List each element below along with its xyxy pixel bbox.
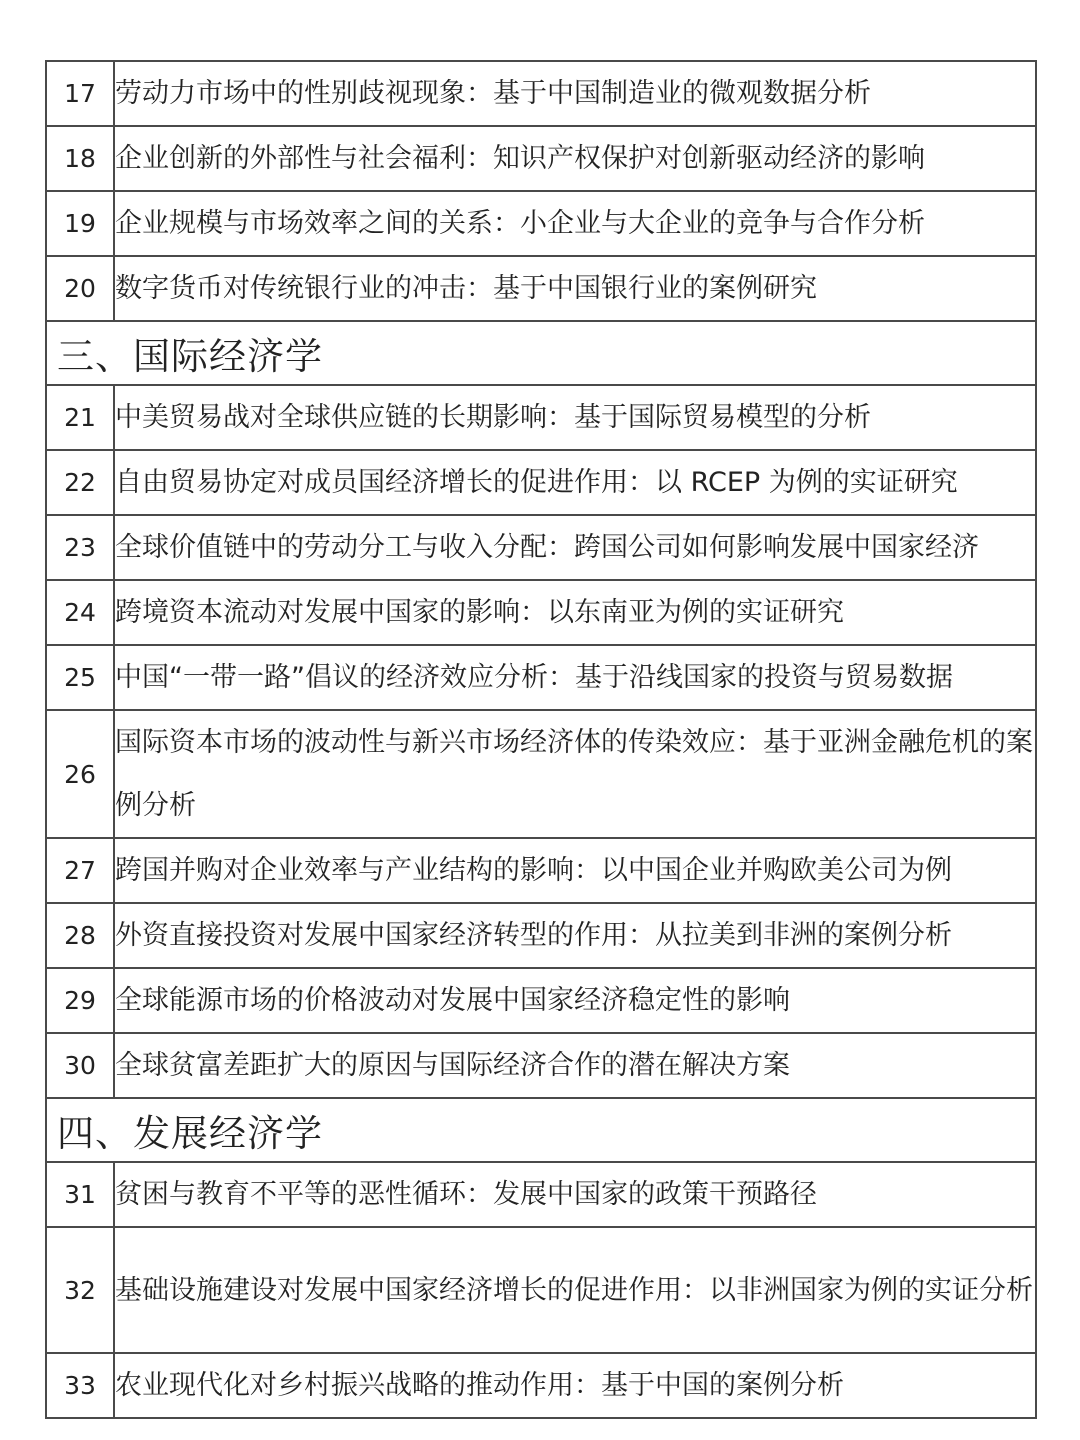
table-row [46,838,1036,903]
row-number: 27 [46,838,114,903]
table-row [46,1227,1036,1353]
table-row [46,903,1036,968]
table-row [46,1353,1036,1418]
row-number: 31 [46,1162,114,1227]
row-title: 贫困与教育不平等的恶性循环：发展中国家的政策干预路径 [114,1162,1036,1227]
row-number: 26 [46,710,114,838]
row-title: 基础设施建设对发展中国家经济增长的促进作用：以非洲国家为例的实证分析 [114,1227,1036,1353]
table-row [46,450,1036,515]
table-row [46,191,1036,256]
table-row [46,61,1036,126]
row-title: 企业规模与市场效率之间的关系：小企业与大企业的竞争与合作分析 [114,191,1036,256]
row-number: 23 [46,515,114,580]
section-header-development-economics [46,1098,1036,1162]
table-row [46,710,1036,838]
section-title: 四、发展经济学 [46,1098,1036,1162]
row-title: 农业现代化对乡村振兴战略的推动作用：基于中国的案例分析 [114,1353,1036,1418]
row-number: 19 [46,191,114,256]
row-title: 全球贫富差距扩大的原因与国际经济合作的潜在解决方案 [114,1033,1036,1098]
row-title: 全球能源市场的价格波动对发展中国家经济稳定性的影响 [114,968,1036,1033]
row-title: 国际资本市场的波动性与新兴市场经济体的传染效应：基于亚洲金融危机的案例分析 [114,710,1036,838]
row-title: 外资直接投资对发展中国家经济转型的作用：从拉美到非洲的案例分析 [114,903,1036,968]
table-row [46,256,1036,321]
row-number: 22 [46,450,114,515]
topics-table [45,60,1037,1419]
row-number: 33 [46,1353,114,1418]
row-number: 17 [46,61,114,126]
row-title: 全球价值链中的劳动分工与收入分配：跨国公司如何影响发展中国家经济 [114,515,1036,580]
row-title: 中国“一带一路”倡议的经济效应分析：基于沿线国家的投资与贸易数据 [114,645,1036,710]
table-row [46,1162,1036,1227]
section-title: 三、国际经济学 [46,321,1036,385]
row-number: 28 [46,903,114,968]
row-title: 跨境资本流动对发展中国家的影响：以东南亚为例的实证研究 [114,580,1036,645]
row-title: 中美贸易战对全球供应链的长期影响：基于国际贸易模型的分析 [114,385,1036,450]
row-number: 32 [46,1227,114,1353]
table-row [46,645,1036,710]
section-header-international-economics [46,321,1036,385]
row-number: 29 [46,968,114,1033]
table-row [46,515,1036,580]
row-title: 数字货币对传统银行业的冲击：基于中国银行业的案例研究 [114,256,1036,321]
table-row [46,580,1036,645]
row-number: 25 [46,645,114,710]
row-number: 18 [46,126,114,191]
row-number: 24 [46,580,114,645]
table-row [46,968,1036,1033]
row-number: 21 [46,385,114,450]
row-title: 跨国并购对企业效率与产业结构的影响：以中国企业并购欧美公司为例 [114,838,1036,903]
table-row [46,126,1036,191]
row-title: 劳动力市场中的性别歧视现象：基于中国制造业的微观数据分析 [114,61,1036,126]
table-row [46,1033,1036,1098]
row-title: 企业创新的外部性与社会福利：知识产权保护对创新驱动经济的影响 [114,126,1036,191]
row-number: 20 [46,256,114,321]
row-number: 30 [46,1033,114,1098]
row-title: 自由贸易协定对成员国经济增长的促进作用：以 RCEP 为例的实证研究 [114,450,1036,515]
table-row [46,385,1036,450]
